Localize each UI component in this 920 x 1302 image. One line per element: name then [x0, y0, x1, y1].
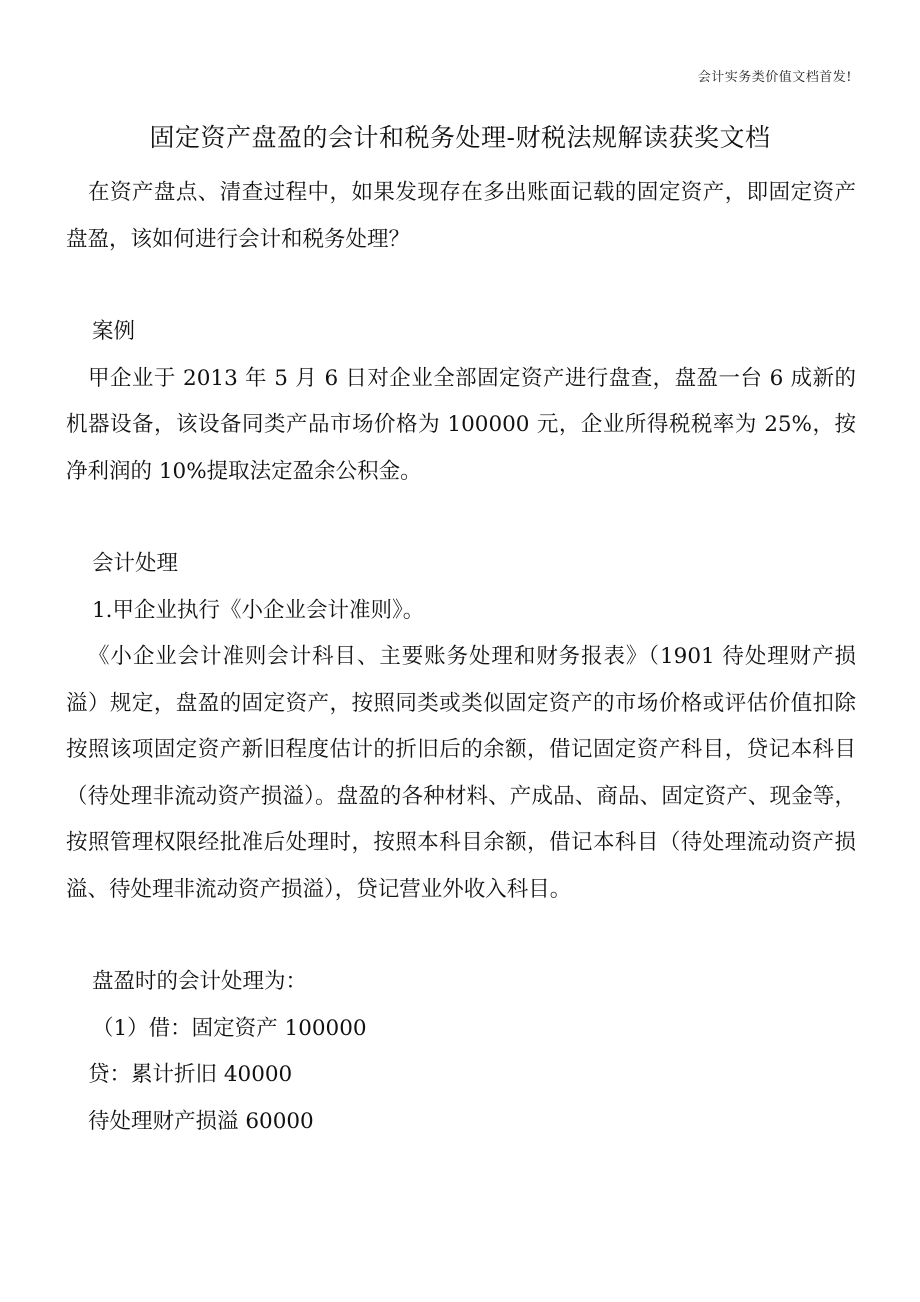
entry-credit-2: 待处理财产损溢 60000 [88, 1108, 314, 1134]
spacer [66, 495, 856, 541]
entry-debit: （1）借：固定资产 100000 [92, 1015, 367, 1041]
rule-paragraph: 《小企业会计准则会计科目、主要账务处理和财务报表》（1901 待处理财产损溢）规定，盘盈的固定资产，按照同类或类似固定资产的市场价格或评估价值扣除按照该项固定资产新旧程度估计的折旧后的余额，借记固定资产科目，贷记本科目（待处理非流动资产损溢）。盘盈的各种材料、产成品、商品、固定资产、现金等，按照管理权限经批准后处理时，按照本科目余额，借记本科目（待处理流动资产损溢、待处理非流动资产损溢），贷记营业外收入科目。 [66, 644, 856, 902]
case-paragraph: 甲企业于 2013 年 5 月 6 日对企业全部固定资产进行盘查，盘盈一台 6 成新的机器设备，该设备同类产品市场价格为 100000 元，企业所得税税率为 25%，按净利润的 10%提取法定盈余公积金。 [66, 365, 856, 484]
spacer [66, 913, 856, 959]
document-body [66, 170, 856, 1145]
entry-heading: 盘盈时的会计处理为： [92, 969, 308, 994]
accounting-heading: 会计处理 [92, 551, 179, 576]
entry-credit-1: 贷：累计折旧 40000 [88, 1062, 293, 1087]
document-title: 固定资产盘盈的会计和税务处理-财税法规解读获奖文档 [149, 123, 771, 152]
spacer [66, 263, 856, 309]
case-heading: 案例 [92, 319, 136, 344]
item-1: 1.甲企业执行《小企业会计准则》。 [92, 597, 425, 623]
intro-paragraph: 在资产盘点、清查过程中，如果发现存在多出账面记载的固定资产，即固定资产盘盈，该如何进行会计和税务处理？ [66, 180, 856, 252]
header-note: 会计实务类价值文档首发! [697, 70, 852, 85]
